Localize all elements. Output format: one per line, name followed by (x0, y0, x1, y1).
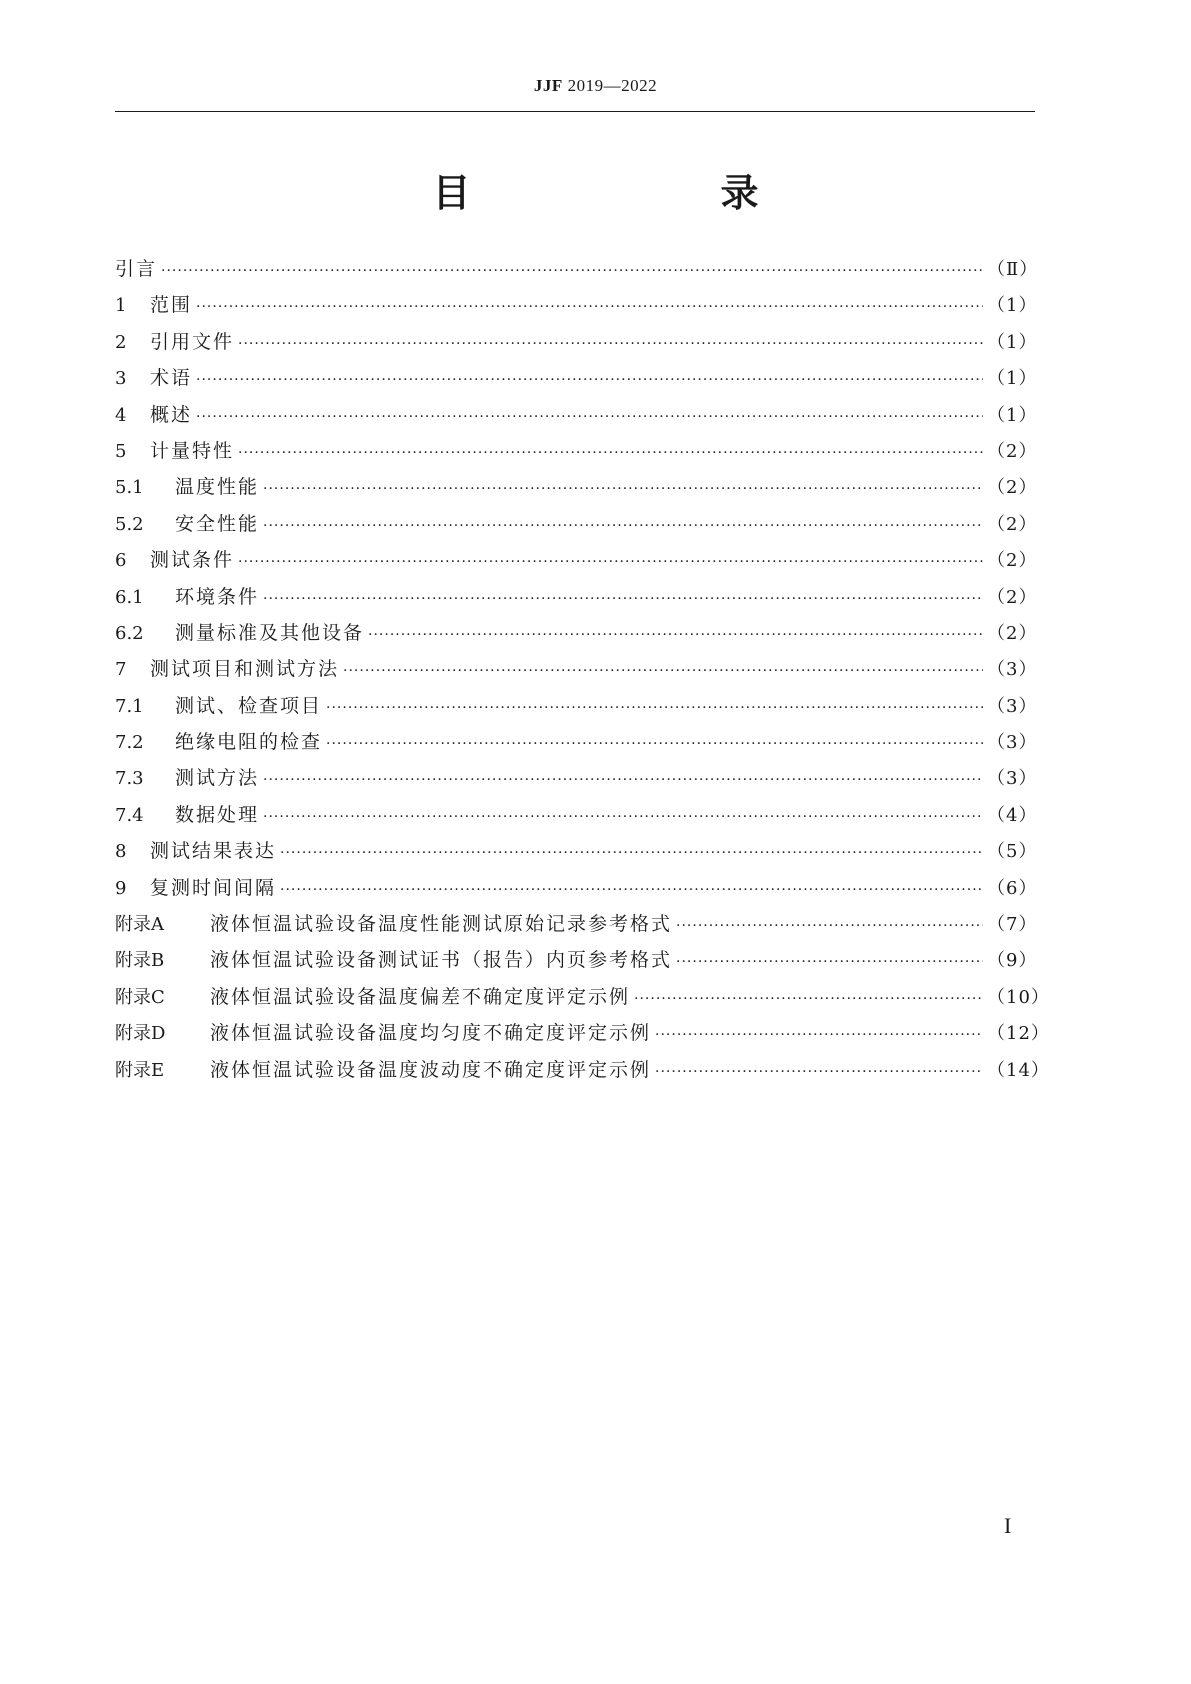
toc-leader-dots (280, 872, 983, 908)
toc-entry-page: （1） (987, 331, 1038, 353)
toc-entry-text: 液体恒温试验设备温度均匀度不确定度评定示例 (210, 1022, 652, 1045)
toc-list (115, 251, 1050, 1088)
toc-entry-7-1[interactable] (115, 688, 1038, 724)
toc-entry-text: 液体恒温试验设备温度波动度不确定度评定示例 (210, 1058, 652, 1081)
toc-entry-text: 复测时间间隔 (150, 876, 277, 899)
toc-entry-page: （14） (987, 1059, 1050, 1081)
toc-entry-text: 液体恒温试验设备测试证书（报告）内页参考格式 (210, 949, 673, 972)
toc-entry-page: （12） (987, 1023, 1050, 1045)
toc-entry-page: （2） (987, 586, 1038, 608)
toc-leader-dots (263, 471, 983, 507)
toc-entry-5[interactable] (115, 433, 1038, 469)
toc-entry-page: （3） (987, 695, 1038, 717)
toc-entry-number: 附录E (115, 1059, 165, 1081)
toc-leader-dots (196, 362, 983, 398)
toc-entry-7-4[interactable] (115, 797, 1038, 833)
toc-entry-text: 计量特性 (150, 439, 235, 462)
toc-entry-text: 概述 (150, 403, 193, 426)
toc-entry-text: 测试结果表达 (150, 840, 277, 863)
toc-entry-number: 附录A (115, 914, 164, 936)
toc-entry-number: 5.2 (115, 513, 144, 535)
toc-leader-dots (263, 581, 983, 617)
header-rule (115, 111, 1035, 112)
page-number: I (1004, 1513, 1012, 1538)
toc-entry-page: （Ⅱ） (987, 259, 1039, 280)
toc-entry-appendix-a[interactable] (115, 906, 1038, 942)
toc-entry-page: （1） (987, 368, 1038, 390)
toc-entry-number: 7 (115, 659, 127, 681)
toc-entry-page: （3） (987, 659, 1038, 681)
standard-number: 2019—2022 (567, 76, 658, 95)
toc-entry-number: 6 (115, 550, 127, 572)
toc-leader-dots (326, 690, 983, 726)
toc-entry-text: 术语 (150, 367, 193, 390)
toc-entry-text: 数据处理 (175, 803, 260, 826)
toc-entry-1[interactable] (115, 287, 1038, 323)
toc-entry-number: 7.3 (115, 768, 144, 790)
toc-entry-text: 安全性能 (175, 512, 260, 535)
toc-entry-page: （2） (987, 622, 1038, 644)
toc-entry-number: 附录D (115, 1023, 166, 1045)
toc-leader-dots (343, 653, 983, 689)
toc-entry-text: 液体恒温试验设备温度偏差不确定度评定示例 (210, 985, 631, 1008)
toc-leader-dots (263, 799, 983, 835)
toc-entry-appendix-d[interactable] (115, 1015, 1050, 1051)
toc-leader-dots (655, 1054, 983, 1090)
toc-entry-text: 测试条件 (150, 549, 235, 572)
toc-entry-number: 9 (115, 877, 127, 899)
toc-entry-2[interactable] (115, 324, 1038, 360)
toc-leader-dots (161, 253, 983, 289)
toc-entry-number: 附录B (115, 950, 165, 972)
toc-entry-page: （2） (987, 513, 1038, 535)
toc-leader-dots (676, 908, 983, 944)
toc-entry-number: 附录C (115, 986, 165, 1008)
toc-entry-7-2[interactable] (115, 724, 1038, 760)
toc-leader-dots (655, 1017, 983, 1053)
toc-entry-number: 8 (115, 841, 127, 863)
toc-entry-4[interactable] (115, 397, 1038, 433)
toc-leader-dots (196, 289, 983, 325)
toc-entry-text: 引言 (115, 258, 158, 280)
toc-entry-page: （2） (987, 550, 1038, 572)
toc-entry-page: （2） (987, 477, 1038, 499)
toc-entry-preface[interactable] (115, 251, 1039, 287)
toc-entry-number: 3 (115, 368, 127, 390)
toc-leader-dots (326, 726, 983, 762)
toc-entry-6-1[interactable] (115, 579, 1038, 615)
toc-entry-7[interactable] (115, 651, 1038, 687)
toc-leader-dots (263, 508, 983, 544)
toc-entry-number: 2 (115, 331, 127, 353)
toc-leader-dots (238, 435, 983, 471)
toc-entry-text: 引用文件 (150, 330, 235, 353)
toc-entry-page: （6） (987, 877, 1038, 899)
toc-entry-number: 7.4 (115, 804, 144, 826)
toc-entry-8[interactable] (115, 833, 1038, 869)
standard-code: JJF (533, 76, 563, 95)
toc-entry-page: （10） (987, 986, 1050, 1008)
toc-entry-6[interactable] (115, 542, 1038, 578)
toc-entry-number: 7.2 (115, 732, 144, 754)
toc-entry-5-2[interactable] (115, 506, 1038, 542)
toc-entry-6-2[interactable] (115, 615, 1038, 651)
toc-entry-text: 测试方法 (175, 767, 260, 790)
toc-entry-text: 液体恒温试验设备温度性能测试原始记录参考格式 (210, 913, 673, 936)
toc-entry-text: 测试项目和测试方法 (150, 658, 340, 681)
toc-entry-5-1[interactable] (115, 469, 1038, 505)
toc-entry-page: （9） (987, 950, 1038, 972)
toc-entry-text: 测试、检查项目 (175, 694, 323, 717)
toc-entry-3[interactable] (115, 360, 1038, 396)
toc-leader-dots (634, 981, 983, 1017)
toc-entry-text: 范围 (150, 294, 193, 317)
toc-entry-number: 6.2 (115, 622, 144, 644)
toc-leader-dots (196, 399, 983, 435)
toc-entry-number: 4 (115, 404, 127, 426)
toc-entry-page: （3） (987, 732, 1038, 754)
toc-entry-9[interactable] (115, 870, 1038, 906)
toc-leader-dots (263, 762, 983, 798)
toc-entry-text: 绝缘电阻的检查 (175, 731, 323, 754)
toc-entry-appendix-c[interactable] (115, 979, 1050, 1015)
toc-entry-page: （1） (987, 404, 1038, 426)
toc-entry-number: 5.1 (115, 477, 144, 499)
toc-entry-page: （2） (987, 440, 1038, 462)
toc-leader-dots (368, 617, 983, 653)
toc-entry-page: （7） (987, 914, 1038, 936)
toc-entry-page: （5） (987, 841, 1038, 863)
toc-title: 目 录 (432, 171, 817, 215)
toc-leader-dots (238, 326, 983, 362)
toc-leader-dots (676, 944, 983, 980)
page-header (0, 76, 1191, 96)
toc-entry-7-3[interactable] (115, 760, 1038, 796)
toc-entry-number: 6.1 (115, 586, 144, 608)
toc-entry-page: （1） (987, 295, 1038, 317)
toc-entry-number: 1 (115, 295, 127, 317)
toc-entry-number: 5 (115, 440, 127, 462)
toc-entry-page: （3） (987, 768, 1038, 790)
toc-entry-text: 测量标准及其他设备 (175, 621, 365, 644)
toc-leader-dots (280, 835, 983, 871)
toc-entry-appendix-b[interactable] (115, 942, 1038, 978)
toc-entry-text: 环境条件 (175, 585, 260, 608)
toc-entry-appendix-e[interactable] (115, 1052, 1050, 1088)
toc-leader-dots (238, 544, 983, 580)
toc-entry-page: （4） (987, 804, 1038, 826)
toc-entry-text: 温度性能 (175, 476, 260, 499)
toc-entry-number: 7.1 (115, 695, 144, 717)
